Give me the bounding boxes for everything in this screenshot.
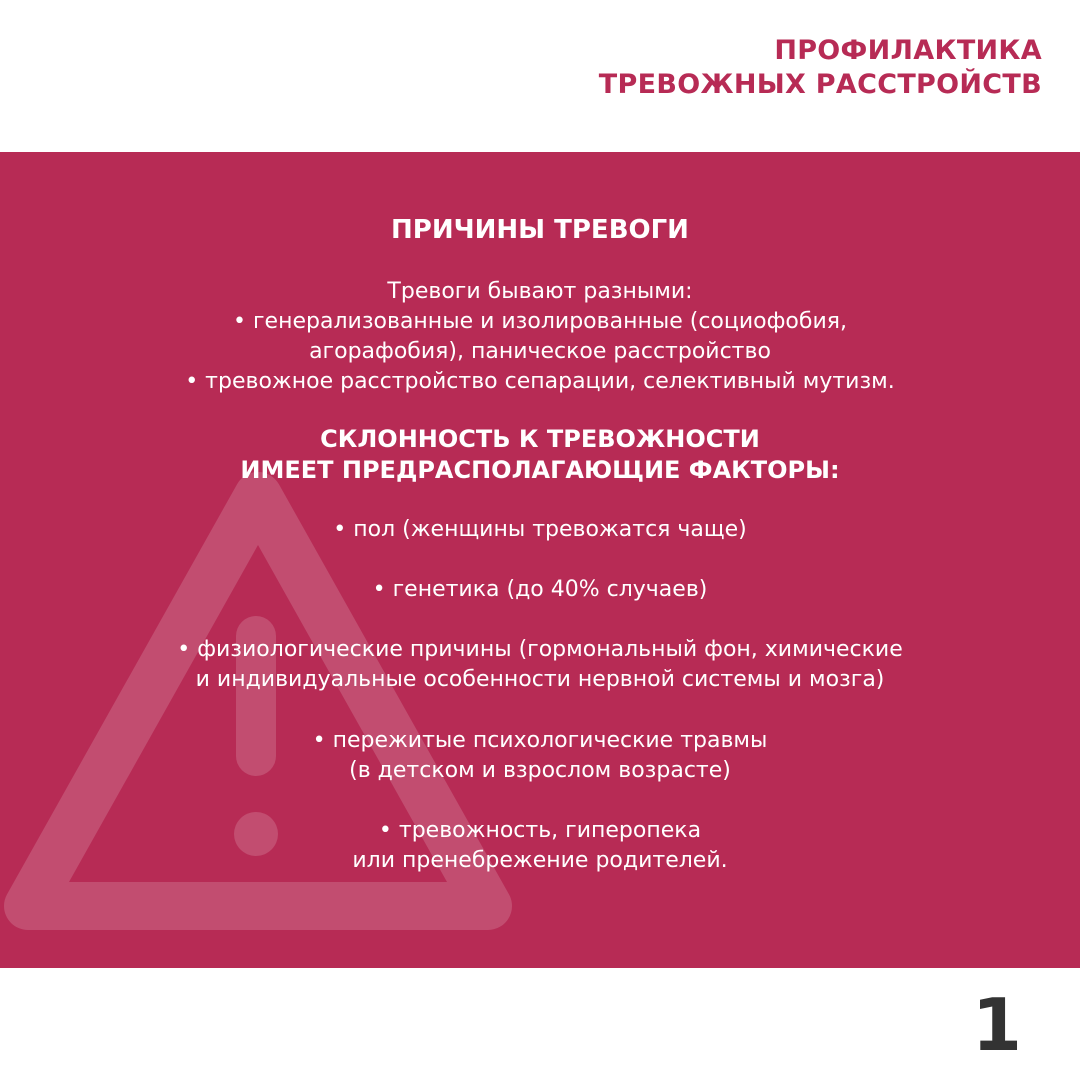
factor-item [0, 816, 1080, 876]
intro-text [0, 277, 1080, 397]
factors-heading [0, 424, 1080, 486]
title-line-2: ТРЕВОЖНЫХ РАССТРОЙСТВ [598, 69, 1042, 100]
factor-item [0, 726, 1080, 786]
intro-line: • тревожное расстройство сепарации, селективный мутизм. [185, 369, 895, 394]
factor-text: • генетика (до 40% случаев) [372, 577, 708, 602]
intro-line: Тревоги бывают разными: [387, 279, 693, 304]
factor-item [0, 515, 1080, 545]
section-heading: ПРИЧИНЫ ТРЕВОГИ [391, 215, 689, 245]
page-title [599, 34, 1042, 102]
factor-text: или пренебрежение родителей. [352, 848, 728, 873]
factor-text: • физиологические причины (гормональный фон, химические [177, 637, 903, 662]
title-line-1: ПРОФИЛАКТИКА [774, 35, 1042, 66]
factor-text: • пережитые психологические травмы [312, 728, 768, 753]
factors-heading-line: СКЛОННОСТЬ К ТРЕВОЖНОСТИ [320, 425, 760, 453]
intro-line: • генерализованные и изолированные (социофобия, [233, 309, 847, 334]
factor-text: (в детском и взрослом возрасте) [349, 758, 731, 783]
factor-text: и индивидуальные особенности нервной системы и мозга) [195, 667, 885, 692]
page-number: 1 [971, 983, 1022, 1067]
factor-item [0, 575, 1080, 605]
intro-line: агорафобия), паническое расстройство [309, 339, 771, 364]
factor-text: • тревожность, гиперопека [378, 818, 702, 843]
factors-heading-line: ИМЕЕТ ПРЕДРАСПОЛАГАЮЩИЕ ФАКТОРЫ: [240, 456, 840, 484]
factor-text: • пол (женщины тревожатся чаще) [333, 517, 747, 542]
factor-item [0, 635, 1080, 695]
